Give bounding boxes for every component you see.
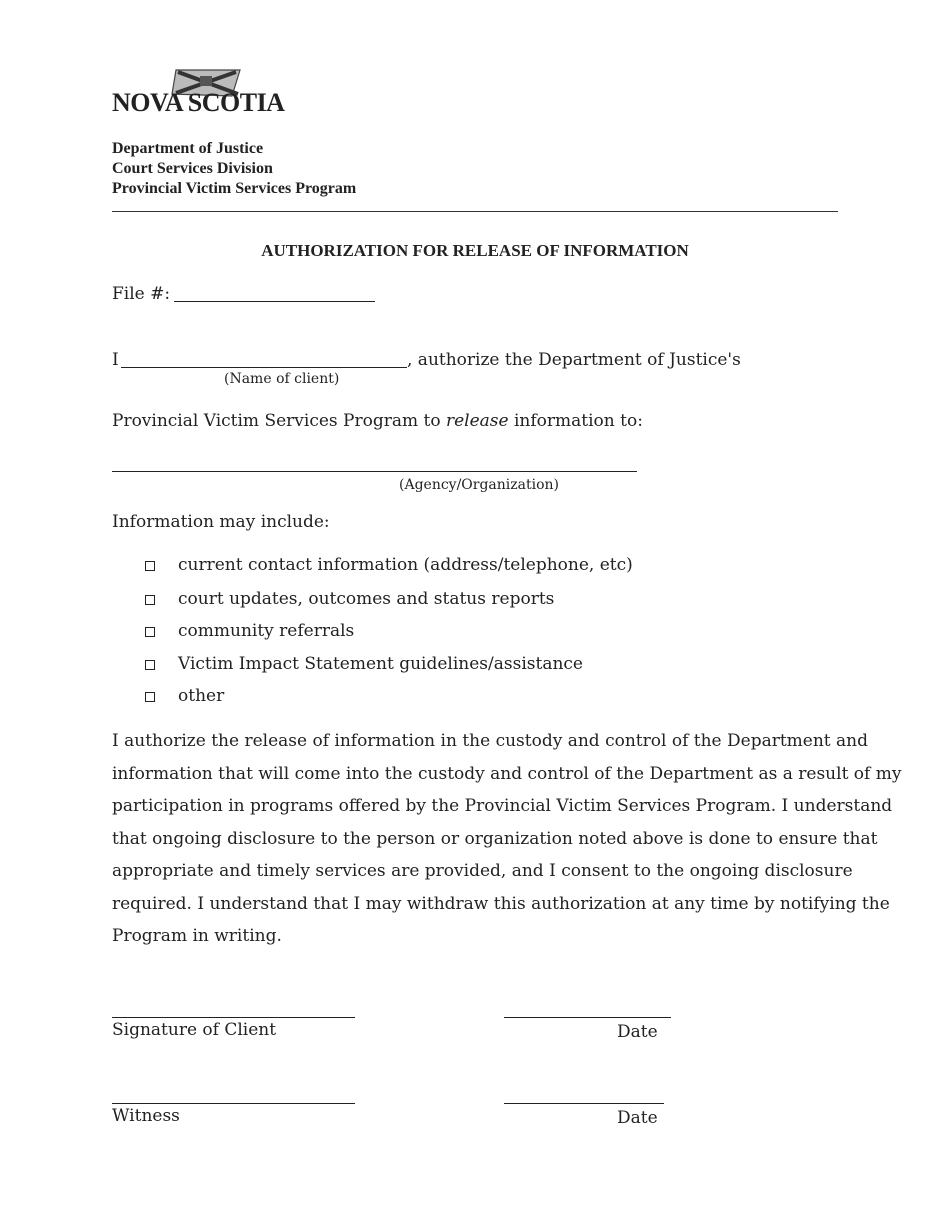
list-item <box>145 589 554 609</box>
checkbox[interactable] <box>145 627 155 637</box>
checklist-label: Victim Impact Statement guidelines/assistance <box>178 654 583 674</box>
signature-date-field[interactable] <box>504 1017 671 1018</box>
client-name-caption: (Name of client) <box>224 371 340 387</box>
may-include-label: Information may include: <box>112 512 330 532</box>
witness-field[interactable] <box>112 1103 355 1104</box>
paragraph-line: participation in programs offered by the Provincial Victim Services Program. I understand <box>112 796 893 816</box>
client-name-field[interactable] <box>121 367 407 368</box>
checkbox[interactable] <box>145 595 155 605</box>
witness-date-field[interactable] <box>504 1103 664 1104</box>
authorize-prefix: I <box>112 350 119 370</box>
signature-field[interactable] <box>112 1017 355 1018</box>
paragraph-line: appropriate and timely services are provided, and I consent to the ongoing disclosure <box>112 861 853 881</box>
header-divider <box>112 211 838 212</box>
checklist-label: court updates, outcomes and status reports <box>178 589 555 609</box>
checkbox[interactable] <box>145 561 155 571</box>
signature-label: Signature of Client <box>112 1020 277 1040</box>
checklist-label: other <box>178 686 225 706</box>
file-number-label: File #: <box>112 284 171 304</box>
list-item <box>145 686 224 706</box>
authorization-paragraph <box>112 725 902 953</box>
form-title: AUTHORIZATION FOR RELEASE OF INFORMATION <box>261 241 689 260</box>
list-item <box>145 654 583 674</box>
file-number-field[interactable] <box>174 301 375 302</box>
checklist-label: current contact information (address/telephone, etc) <box>178 555 633 575</box>
paragraph-line: required. I understand that I may withdraw this authorization at any time by notifying the <box>112 893 890 914</box>
signature-date-label: Date <box>617 1022 658 1042</box>
witness-date-label: Date <box>617 1108 658 1128</box>
list-item <box>145 621 354 641</box>
paragraph-line: information that will come into the custody and control of the Department as a result of my <box>112 763 902 784</box>
agency-caption: (Agency/Organization) <box>399 477 560 493</box>
agency-field[interactable] <box>112 471 637 472</box>
program-name: Provincial Victim Services Program <box>112 180 357 197</box>
witness-label: Witness <box>112 1106 180 1126</box>
paragraph-line: I authorize the release of information in the custody and control of the Department and <box>112 731 869 751</box>
list-item <box>145 555 633 575</box>
checkbox[interactable] <box>145 692 155 702</box>
logo-wordmark: NOVA SCOTIA <box>112 88 285 117</box>
paragraph-line: that ongoing disclosure to the person or organization noted above is done to ensure that <box>112 828 878 849</box>
authorize-suffix: , authorize the Department of Justice's <box>407 350 741 370</box>
department-name: Department of Justice <box>112 140 264 157</box>
paragraph-line: Program in writing. <box>112 926 282 946</box>
checklist-label: community referrals <box>178 621 355 641</box>
checkbox[interactable] <box>145 660 155 670</box>
release-statement: Provincial Victim Services Program to release information to: <box>112 411 643 431</box>
division-name: Court Services Division <box>112 160 273 177</box>
